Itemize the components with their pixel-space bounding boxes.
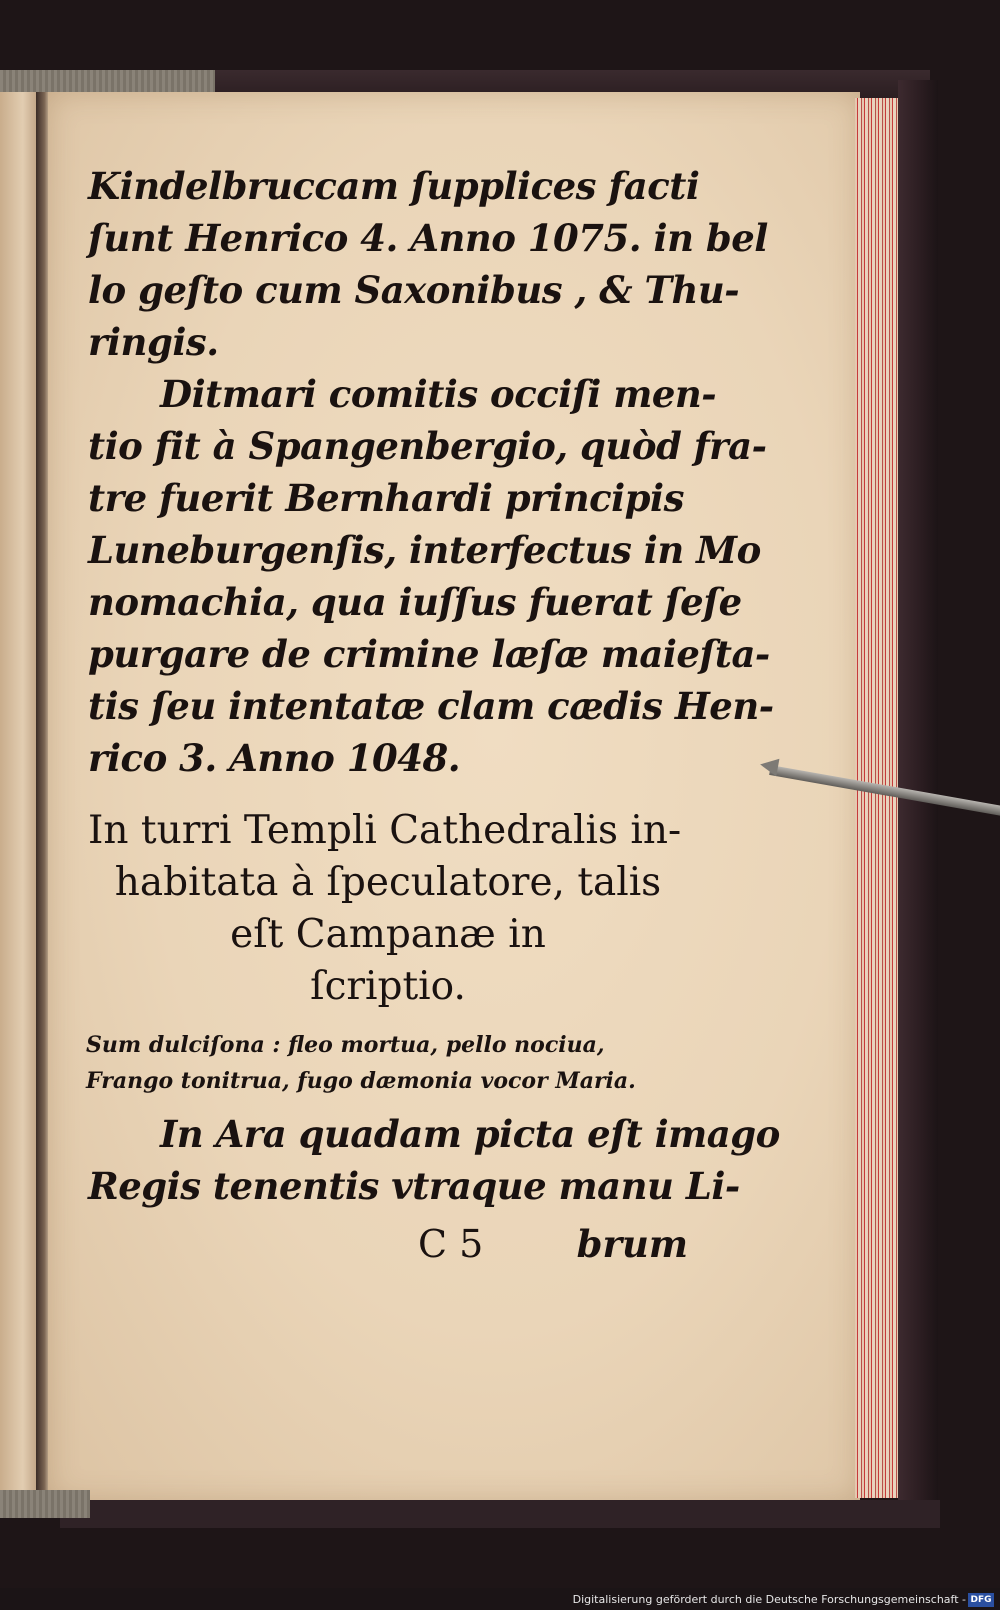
heading-line: habitata à ſpeculatore, talis: [114, 860, 662, 905]
text-line: purgare de crimine læſæ maieſta-: [88, 632, 770, 676]
italic-paragraph-1: [88, 160, 774, 784]
italic-paragraph-2: [88, 1108, 780, 1212]
text-line: Regis tenentis vtraque manu Li-: [88, 1164, 740, 1208]
heading-roman: [88, 805, 688, 1013]
text-line: Ditmari comitis occiſi men-: [160, 372, 717, 416]
binding-cloth-bottom: [0, 1490, 90, 1518]
left-page-edge: [0, 92, 38, 1502]
text-line: tis ſeu intentatæ clam cædis Hen-: [88, 684, 774, 728]
verse-line: Sum dulciſona : fleo mortua, pello nociua,: [86, 1032, 605, 1058]
text-line: nomachia, qua iuſſus fuerat ſeſe: [88, 580, 742, 624]
catchword: brum: [576, 1222, 688, 1266]
text-line: tio fit à Spangenbergio, quòd fra-: [88, 424, 767, 468]
signature-mark: C 5: [418, 1222, 484, 1266]
text-line: lo geſto cum Saxonibus , & Thu-: [88, 268, 740, 312]
heading-line: eſt Campanæ in: [230, 912, 546, 957]
text-line: rico 3. Anno 1048.: [88, 736, 461, 780]
binding-cloth-top: [0, 70, 215, 92]
text-line: ringis.: [88, 320, 219, 364]
page-edges: [855, 98, 900, 1498]
book-cover-bottom: [60, 1500, 940, 1528]
digitization-credit: Digitalisierung gefördert durch die Deutsche Forschungsgemeinschaft -: [572, 1593, 966, 1606]
text-line: Luneburgenſis, interfectus in Mo: [88, 528, 761, 572]
heading-line: ſcriptio.: [310, 964, 466, 1009]
text-line: In Ara quadam picta eſt imago: [160, 1112, 780, 1156]
text-line: tre fuerit Bernhardi principis: [88, 476, 684, 520]
page-pointer-tip: [759, 756, 780, 777]
bell-inscription-verse: [86, 1027, 686, 1099]
dfg-logo: DFG: [968, 1593, 994, 1607]
heading-line: In turri Templi Cathedralis in-: [88, 808, 682, 853]
text-line: Kindelbruccam ſupplices facti: [88, 164, 700, 208]
verse-line: Frango tonitrua, fugo dæmonia vocor Maria.: [86, 1068, 636, 1094]
page-footer-line: [88, 1218, 688, 1270]
text-line: ſunt Henrico 4. Anno 1075. in bel: [88, 216, 768, 260]
